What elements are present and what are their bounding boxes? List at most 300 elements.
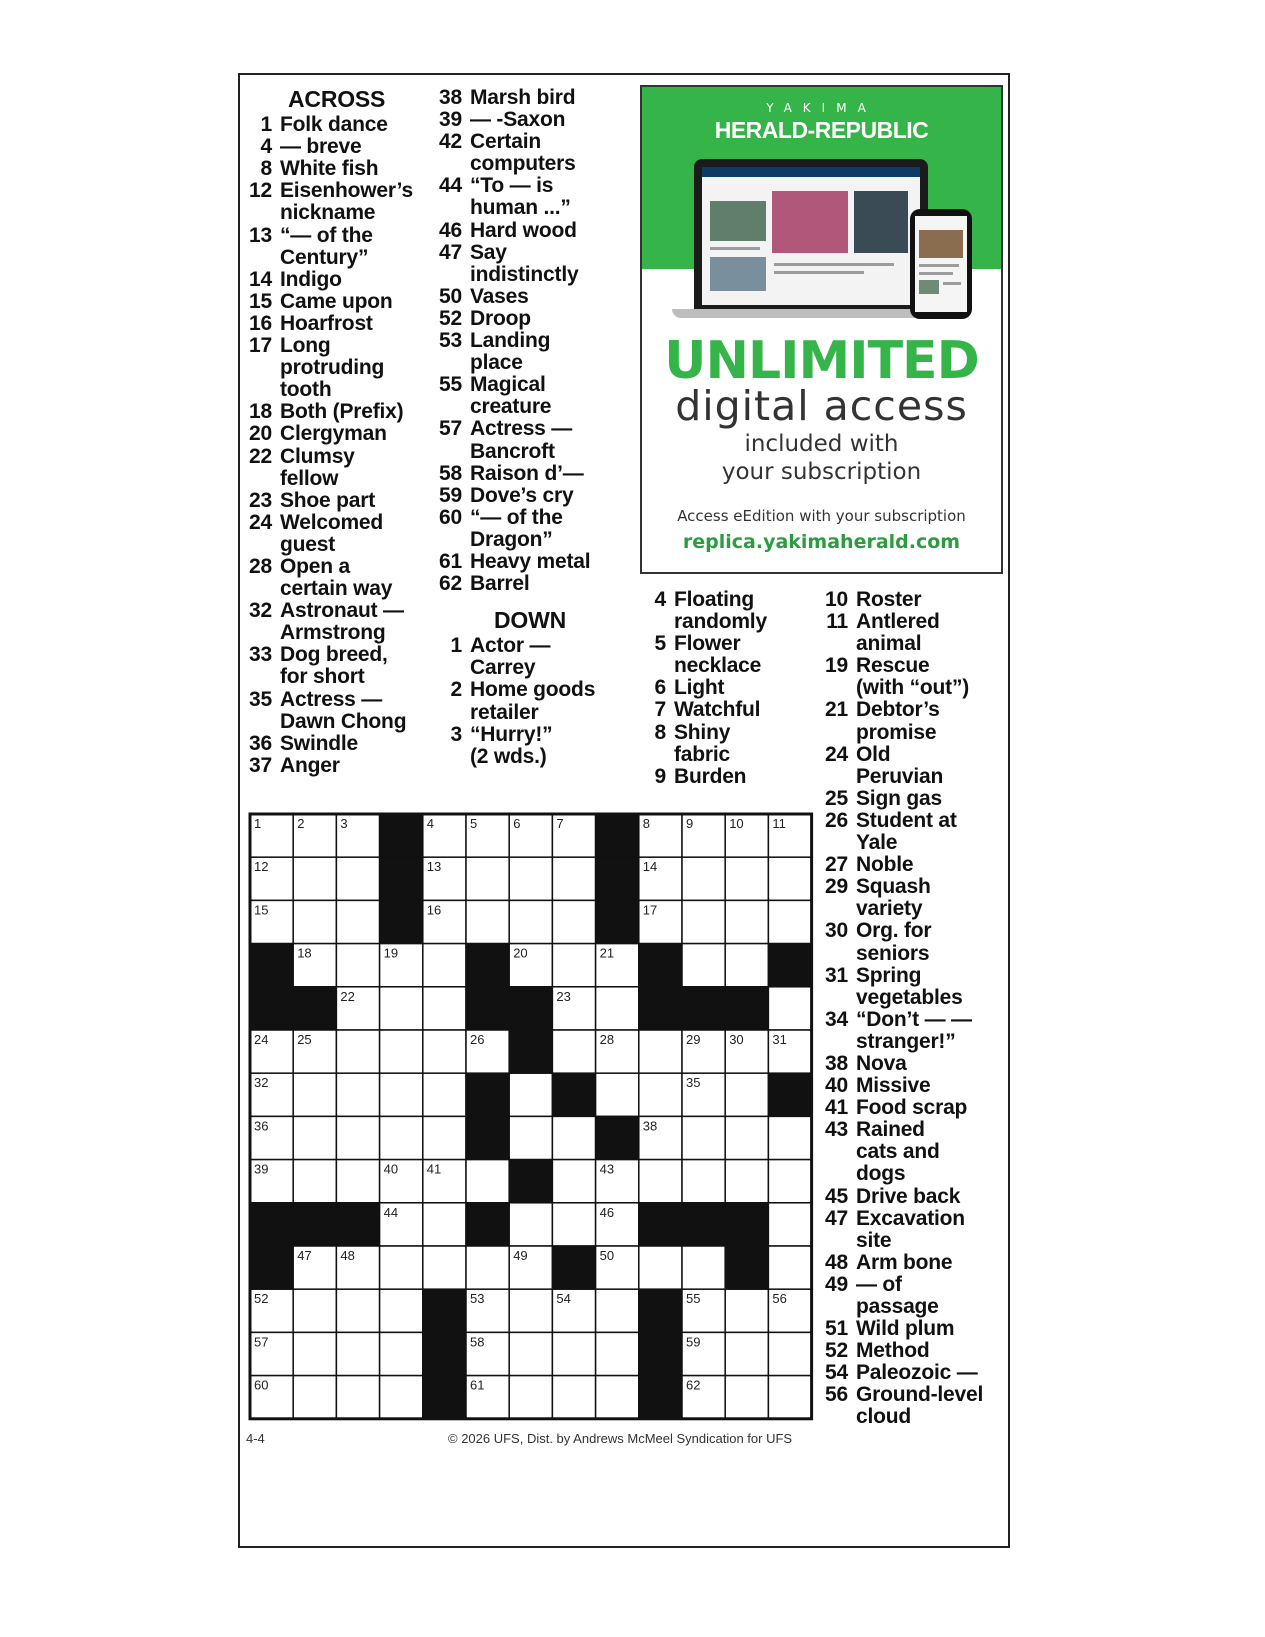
grid-block: [466, 1203, 509, 1246]
cell-number: 44: [383, 1204, 399, 1220]
grid-block: [423, 1332, 466, 1375]
cell-number: 32: [254, 1075, 269, 1091]
clue-number: 38: [439, 86, 462, 109]
across-clue[interactable]: [436, 573, 616, 595]
across-clue[interactable]: [246, 114, 426, 136]
clue-number: 54: [825, 1361, 848, 1385]
clue-text: Anger: [280, 753, 340, 777]
across-clue[interactable]: [246, 401, 426, 423]
grid-cell[interactable]: [768, 987, 811, 1030]
across-clue[interactable]: [436, 507, 616, 551]
down-clue[interactable]: [822, 1119, 997, 1185]
clue-number: 40: [825, 1074, 848, 1098]
across-clue[interactable]: [436, 463, 616, 485]
grid-block: [596, 900, 639, 943]
grid-block: [423, 1289, 466, 1332]
grid-cell[interactable]: [336, 1332, 379, 1375]
clue-number: 4: [260, 135, 272, 159]
grid-cell[interactable]: [466, 857, 509, 900]
cell-number: 39: [254, 1161, 269, 1177]
across-clue[interactable]: [436, 374, 616, 418]
clue-number: 39: [439, 108, 462, 132]
across-clues-column-1: [246, 88, 426, 777]
grid-cell[interactable]: [380, 1289, 423, 1332]
grid-cell[interactable]: [682, 1160, 725, 1203]
grid-cell[interactable]: [293, 1289, 336, 1332]
grid-cell[interactable]: [380, 1246, 423, 1289]
grid-cell[interactable]: [552, 1203, 595, 1246]
across-clue[interactable]: [246, 136, 426, 158]
grid-cell[interactable]: [596, 1289, 639, 1332]
cell-number: 1: [254, 816, 262, 831]
across-clue[interactable]: [246, 644, 426, 688]
grid-cell[interactable]: [293, 1332, 336, 1375]
down-clue[interactable]: [822, 854, 997, 876]
clue-number: 60: [439, 505, 462, 529]
down-clue[interactable]: [640, 766, 820, 788]
grid-block: [639, 1203, 682, 1246]
across-clue[interactable]: [246, 423, 426, 445]
clue-text: Home goods retailer: [470, 678, 596, 724]
grid-block: [639, 1289, 682, 1332]
clue-number: 8: [260, 157, 272, 181]
clue-text: Astronaut — Armstrong: [280, 599, 404, 645]
clue-number: 10: [825, 588, 848, 611]
down-clue[interactable]: [822, 1274, 997, 1318]
grid-block: [768, 1073, 811, 1116]
across-clue[interactable]: [436, 131, 616, 175]
grid-cell[interactable]: [725, 857, 768, 900]
grid-block: [639, 944, 682, 987]
puzzle-date: 4-4: [246, 1431, 265, 1446]
grid-cell[interactable]: [293, 1116, 336, 1159]
grid-cell[interactable]: [682, 900, 725, 943]
clue-number: 16: [249, 311, 272, 335]
across-clue[interactable]: [436, 308, 616, 330]
grid-cell[interactable]: [682, 1116, 725, 1159]
down-clue[interactable]: [640, 589, 820, 633]
across-clue[interactable]: [246, 733, 426, 755]
grid-block: [250, 1246, 293, 1289]
grid-cell[interactable]: [725, 900, 768, 943]
crossword-grid[interactable]: [248, 812, 814, 1421]
clue-number: 30: [825, 919, 848, 943]
down-list-part-3: [822, 589, 997, 1429]
cell-number: 55: [686, 1291, 701, 1307]
grid-cell[interactable]: [509, 1073, 552, 1116]
clue-number: 1: [260, 113, 272, 137]
down-clue[interactable]: [436, 679, 616, 723]
grid-block: [250, 987, 293, 1030]
cell-number: 7: [556, 816, 564, 831]
grid-cell[interactable]: [380, 1116, 423, 1159]
across-clue[interactable]: [246, 180, 426, 224]
grid-cell[interactable]: [380, 1030, 423, 1073]
across-clue[interactable]: [246, 446, 426, 490]
grid-block: [552, 1246, 595, 1289]
down-clue[interactable]: [822, 1318, 997, 1340]
down-clue[interactable]: [822, 699, 997, 743]
grid-cell[interactable]: [423, 1116, 466, 1159]
down-clue[interactable]: [822, 920, 997, 964]
clue-text: Rained cats and dogs: [856, 1118, 940, 1186]
down-clue[interactable]: [822, 1009, 997, 1053]
cell-number: 4: [426, 816, 435, 831]
grid-cell[interactable]: [725, 1116, 768, 1159]
clue-number: 19: [825, 654, 848, 678]
down-list-part-2: [640, 589, 820, 788]
cell-number: 49: [513, 1248, 528, 1263]
grid-cell[interactable]: [552, 1376, 595, 1419]
clue-text: Actor — Carrey: [470, 634, 551, 680]
clue-text: Spring vegetables: [856, 963, 963, 1009]
grid-cell[interactable]: [552, 1160, 595, 1203]
grid-cell[interactable]: [596, 987, 639, 1030]
grid-cell[interactable]: [293, 900, 336, 943]
across-clue[interactable]: [246, 335, 426, 401]
clue-number: 61: [439, 549, 462, 573]
down-clue[interactable]: [822, 1362, 997, 1384]
cell-number: 36: [254, 1118, 269, 1134]
grid-block: [509, 987, 552, 1030]
grid-cell[interactable]: [423, 944, 466, 987]
cell-number: 6: [513, 816, 521, 831]
grid-cell[interactable]: [509, 1376, 552, 1419]
grid-cell[interactable]: [639, 1160, 682, 1203]
grid-cell[interactable]: [293, 1376, 336, 1419]
grid-cell[interactable]: [725, 944, 768, 987]
grid-cell[interactable]: [639, 1073, 682, 1116]
down-clue[interactable]: [822, 1075, 997, 1097]
clue-text: Paleozoic —: [856, 1361, 978, 1385]
clue-text: Burden: [674, 764, 747, 788]
down-clue[interactable]: [822, 655, 997, 699]
grid-block: [466, 944, 509, 987]
clue-text: Barrel: [470, 572, 530, 596]
clue-text: — -Saxon: [470, 108, 566, 132]
grid-cell[interactable]: [336, 900, 379, 943]
grid-cell[interactable]: [509, 1116, 552, 1159]
laptop-base: [672, 309, 948, 318]
grid-cell[interactable]: [552, 900, 595, 943]
copyright-notice: © 2026 UFS, Dist. by Andrews McMeel Syndication for UFS: [448, 1431, 793, 1446]
cell-number: 23: [556, 988, 571, 1004]
across-clue[interactable]: [246, 269, 426, 291]
grid-cell[interactable]: [466, 1246, 509, 1289]
grid-block: [639, 1332, 682, 1375]
grid-cell[interactable]: [293, 857, 336, 900]
clue-text: “Hurry!” (2 wds.): [470, 722, 553, 768]
clue-text: Swindle: [280, 731, 358, 755]
clue-number: 42: [439, 130, 462, 154]
grid-cell[interactable]: [552, 857, 595, 900]
grid-cell[interactable]: [380, 1376, 423, 1419]
grid-cell[interactable]: [336, 1073, 379, 1116]
across-clue[interactable]: [246, 313, 426, 335]
grid-cell[interactable]: [336, 1376, 379, 1419]
cell-number: 16: [426, 902, 442, 918]
grid-cell[interactable]: [768, 1160, 811, 1203]
grid-block: [596, 814, 639, 857]
grid-cell[interactable]: [768, 1376, 811, 1419]
grid-cell[interactable]: [423, 1203, 466, 1246]
across-clue[interactable]: [436, 485, 616, 507]
subscription-ad[interactable]: [640, 85, 1003, 574]
grid-cell[interactable]: [423, 1073, 466, 1116]
down-clue[interactable]: [640, 677, 820, 699]
clue-text: “Don’t — — stranger!”: [856, 1007, 972, 1053]
ad-brand-small: YAKIMA: [766, 101, 877, 115]
across-clue[interactable]: [436, 330, 616, 374]
clue-number: 35: [249, 687, 272, 711]
across-clue[interactable]: [436, 286, 616, 308]
grid-cell[interactable]: [768, 1246, 811, 1289]
grid-cell[interactable]: [423, 1030, 466, 1073]
grid-cell[interactable]: [725, 1376, 768, 1419]
clue-text: Dog breed, for short: [280, 643, 388, 689]
grid-cell[interactable]: [509, 857, 552, 900]
down-clue[interactable]: [822, 876, 997, 920]
grid-cell[interactable]: [509, 900, 552, 943]
cell-number: 57: [254, 1334, 269, 1350]
grid-cell[interactable]: [336, 857, 379, 900]
across-clue[interactable]: [246, 689, 426, 733]
grid-cell[interactable]: [682, 857, 725, 900]
clue-number: 11: [826, 610, 848, 634]
ad-included-line-2: your subscription: [721, 459, 922, 485]
ad-url-link[interactable]: replica.yakimaherald.com: [682, 531, 961, 553]
grid-cell[interactable]: [768, 1116, 811, 1159]
grid-cell[interactable]: [596, 1073, 639, 1116]
grid-cell[interactable]: [552, 1030, 595, 1073]
down-clue[interactable]: [640, 722, 820, 766]
ad-headline: UNLIMITED: [664, 331, 979, 391]
clue-number: 59: [439, 483, 462, 507]
grid-cell[interactable]: [509, 1332, 552, 1375]
grid-cell[interactable]: [293, 1160, 336, 1203]
down-clue[interactable]: [822, 1252, 997, 1274]
down-clue[interactable]: [436, 635, 616, 679]
clue-number: 21: [825, 698, 848, 722]
clue-text: Light: [674, 676, 725, 700]
clue-text: Landing place: [470, 329, 551, 375]
clue-number: 1: [450, 634, 462, 658]
across-clue[interactable]: [436, 220, 616, 242]
clue-text: Came upon: [280, 289, 393, 313]
clue-text: Drive back: [856, 1184, 961, 1208]
grid-cell[interactable]: [466, 1160, 509, 1203]
grid-cell[interactable]: [768, 900, 811, 943]
clue-text: Org. for seniors: [856, 919, 932, 965]
grid-cell[interactable]: [768, 857, 811, 900]
clue-text: Watchful: [674, 698, 761, 722]
grid-block: [466, 1116, 509, 1159]
clue-number: 33: [249, 643, 272, 667]
grid-cell[interactable]: [552, 944, 595, 987]
clue-number: 37: [249, 753, 272, 777]
grid-cell[interactable]: [725, 1160, 768, 1203]
cell-number: 58: [470, 1334, 485, 1350]
clue-text: Missive: [856, 1074, 931, 1098]
down-clue[interactable]: [640, 633, 820, 677]
clue-text: Certain computers: [470, 130, 576, 176]
cell-number: 61: [470, 1377, 485, 1393]
grid-cell[interactable]: [336, 1289, 379, 1332]
clue-number: 9: [654, 764, 666, 788]
grid-block: [725, 1203, 768, 1246]
down-clue[interactable]: [822, 1097, 997, 1119]
down-clue[interactable]: [822, 1208, 997, 1252]
cell-number: 38: [642, 1118, 658, 1134]
clue-text: Student at Yale: [856, 808, 957, 855]
grid-cell[interactable]: [725, 1073, 768, 1116]
down-clue[interactable]: [436, 724, 616, 768]
cell-number: 14: [642, 859, 658, 875]
clue-number: 12: [249, 179, 272, 203]
clue-text: Marsh bird: [470, 86, 576, 109]
clue-text: Clumsy fellow: [280, 444, 355, 490]
clue-text: Floating randomly: [674, 588, 767, 634]
across-clue[interactable]: [436, 109, 616, 131]
grid-cell[interactable]: [423, 987, 466, 1030]
clue-text: Arm bone: [856, 1250, 953, 1274]
clue-number: 7: [654, 698, 666, 722]
clue-text: Welcomed guest: [280, 510, 384, 556]
grid-cell[interactable]: [380, 1073, 423, 1116]
cell-number: 62: [686, 1377, 701, 1393]
down-clue[interactable]: [822, 744, 997, 788]
grid-cell[interactable]: [336, 1116, 379, 1159]
grid-cell[interactable]: [596, 1332, 639, 1375]
cell-number: 2: [297, 816, 305, 831]
clue-number: 46: [439, 218, 462, 242]
grid-block: [250, 1203, 293, 1246]
down-clue[interactable]: [822, 1186, 997, 1208]
across-header: ACROSS: [288, 86, 386, 112]
clue-text: Vases: [470, 284, 529, 308]
clue-number: 2: [450, 678, 462, 702]
clue-number: 51: [825, 1317, 848, 1341]
grid-cell[interactable]: [725, 1289, 768, 1332]
across-clue[interactable]: [246, 490, 426, 512]
grid-cell[interactable]: [336, 1030, 379, 1073]
cell-number: 43: [599, 1161, 615, 1177]
down-clue[interactable]: [822, 1053, 997, 1075]
grid-cell[interactable]: [336, 1160, 379, 1203]
down-clue[interactable]: [822, 788, 997, 810]
cell-number: 25: [297, 1032, 312, 1047]
grid-cell[interactable]: [768, 1203, 811, 1246]
across-clue[interactable]: [436, 87, 616, 109]
across-clue[interactable]: [246, 755, 426, 777]
grid-block: [596, 1116, 639, 1159]
grid-cell[interactable]: [596, 1376, 639, 1419]
down-clue[interactable]: [822, 1384, 997, 1428]
across-clue[interactable]: [436, 175, 616, 219]
clue-text: Say indistinctly: [470, 240, 579, 286]
clue-number: 23: [249, 488, 272, 512]
phone-screen-icon: [915, 216, 967, 312]
cell-number: 18: [297, 945, 312, 961]
cell-number: 41: [426, 1161, 442, 1177]
grid-cell[interactable]: [423, 1246, 466, 1289]
down-clue[interactable]: [822, 589, 997, 611]
clue-text: Both (Prefix): [280, 400, 404, 424]
across-clue[interactable]: [246, 158, 426, 180]
grid-cell[interactable]: [293, 1073, 336, 1116]
grid-block: [380, 814, 423, 857]
down-clue[interactable]: [822, 611, 997, 655]
down-clue[interactable]: [822, 810, 997, 854]
grid-cell[interactable]: [639, 1030, 682, 1073]
cell-number: 13: [426, 859, 442, 875]
grid-block: [336, 1203, 379, 1246]
across-clue[interactable]: [246, 225, 426, 269]
clue-number: 47: [825, 1206, 848, 1230]
grid-cell[interactable]: [336, 944, 379, 987]
grid-block: [250, 944, 293, 987]
clue-text: Actress — Dawn Chong: [280, 687, 407, 733]
cell-number: 29: [686, 1032, 701, 1047]
grid-cell[interactable]: [682, 1246, 725, 1289]
across-clue[interactable]: [436, 418, 616, 462]
clue-text: Shoe part: [280, 488, 376, 512]
laptop-illustration: [694, 159, 928, 309]
clue-text: Nova: [856, 1051, 907, 1075]
down-clue[interactable]: [822, 965, 997, 1009]
clue-text: Long protruding tooth: [280, 334, 385, 402]
grid-cell[interactable]: [552, 1332, 595, 1375]
clue-number: 3: [450, 722, 462, 746]
grid-cell[interactable]: [466, 900, 509, 943]
grid-cell[interactable]: [682, 944, 725, 987]
across-list-part-1: [246, 114, 426, 777]
across-clue[interactable]: [246, 556, 426, 600]
cell-number: 59: [686, 1334, 701, 1350]
clue-text: Debtor’s promise: [856, 698, 940, 744]
grid-cell[interactable]: [509, 1203, 552, 1246]
clue-text: White fish: [280, 157, 379, 181]
down-clue[interactable]: [822, 1340, 997, 1362]
clue-number: 43: [825, 1118, 848, 1142]
grid-cell[interactable]: [380, 987, 423, 1030]
clue-text: Noble: [856, 853, 914, 877]
across-clue[interactable]: [246, 512, 426, 556]
across-clue[interactable]: [436, 551, 616, 573]
across-clue[interactable]: [246, 291, 426, 313]
clue-number: 57: [439, 417, 462, 441]
grid-block: [509, 1160, 552, 1203]
clue-number: 52: [439, 306, 462, 330]
ad-subhead: digital access: [675, 382, 968, 430]
grid-cell[interactable]: [639, 1246, 682, 1289]
grid-cell[interactable]: [380, 1332, 423, 1375]
grid-cell[interactable]: [509, 1289, 552, 1332]
grid-cell[interactable]: [552, 1116, 595, 1159]
grid-cell[interactable]: [725, 1332, 768, 1375]
grid-svg[interactable]: [248, 812, 814, 1421]
clue-text: Method: [856, 1339, 930, 1363]
grid-cell[interactable]: [768, 1332, 811, 1375]
across-clue[interactable]: [246, 600, 426, 644]
clue-number: 15: [249, 289, 272, 313]
cell-number: 46: [599, 1204, 615, 1220]
down-clue[interactable]: [640, 699, 820, 721]
grid-block: [725, 987, 768, 1030]
grid-block: [552, 1073, 595, 1116]
across-clue[interactable]: [436, 242, 616, 286]
clue-number: 55: [439, 373, 462, 397]
